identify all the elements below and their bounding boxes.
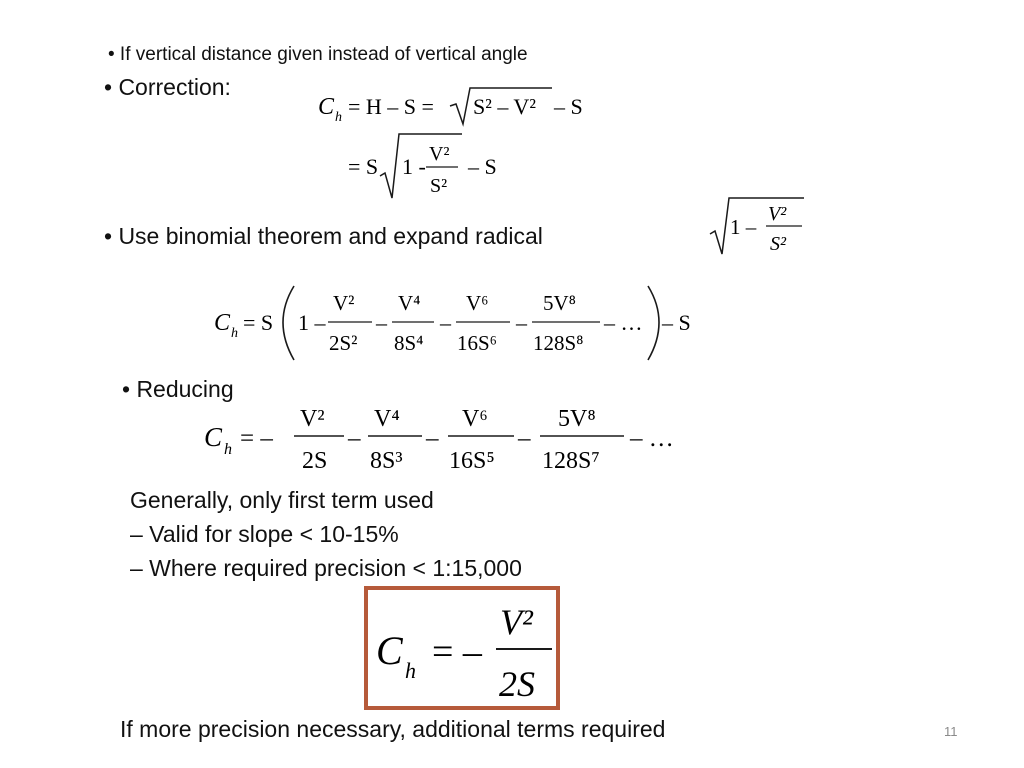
equation-radical [708,194,808,258]
exp-eq: = S [243,310,274,335]
exp-lhs: C [214,310,231,336]
bullet-reducing: • Reducing [122,376,234,402]
exp-t2-num: V⁴ [398,291,421,315]
eq1-tail: – S [554,94,583,119]
exp-t2-den: 8S⁴ [394,331,424,355]
equation-reduced [202,398,692,480]
eq2-den: S² [430,175,448,197]
footer-note: If more precision necessary, additional terms required [120,716,666,742]
exp-t1-den: 2S² [329,331,358,355]
equation-expansion [212,280,702,366]
red-t4-num: 5V⁸ [558,406,596,432]
eq1-sub: h [335,110,342,125]
eq2-tail: – S [468,154,497,179]
exp-paren-right [648,286,659,360]
equation-correction [316,84,596,128]
radical-den: S² [770,233,786,255]
exp-sub: h [231,326,238,341]
radical-num: V² [768,203,787,225]
eq1-rest: = H – S = [348,94,434,119]
exp-t3-den: 16S⁶ [457,331,498,355]
eq2-num: V² [429,143,450,165]
eq1-lhs: C [318,94,335,120]
red-t3-den: 16S⁵ [449,448,495,474]
red-sub: h [224,441,232,458]
exp-tail: – S [662,310,691,335]
bullet-correction: • Correction: [104,74,231,100]
exp-one: 1 – [298,310,326,335]
eq2-one: 1 - [402,154,426,179]
exp-paren-left [283,286,294,360]
exp-minus-3: – [516,310,527,335]
final-lhs: C [376,628,403,673]
page-number: 11 [944,724,958,739]
exp-ellipsis: – … [604,310,643,335]
red-t4-den: 128S⁷ [542,448,600,474]
note-first-term: Generally, only first term used [130,487,434,513]
eq2-prefix: = S [348,154,379,179]
exp-t3-num: V⁶ [466,291,489,315]
equation-correction-step2 [346,130,516,202]
red-minus-1: – [348,425,361,452]
final-num: V² [500,602,533,642]
final-den: 2S [499,664,535,704]
note-valid-slope: – Valid for slope < 10-15% [130,521,399,547]
final-formula-box [364,586,560,710]
exp-t1-num: V² [333,291,355,315]
equation-final [372,594,552,704]
radical-one: 1 – [730,215,757,239]
red-t3-num: V⁶ [462,406,488,432]
red-minus-3: – [518,425,531,452]
bullet-binomial: • Use binomial theorem and expand radical [104,223,543,249]
red-t1-den: 2S [302,448,328,474]
red-t2-num: V⁴ [374,406,400,432]
note-precision: – Where required precision < 1:15,000 [130,555,522,581]
red-minus-2: – [426,425,439,452]
red-ellipsis: – … [630,425,674,452]
exp-minus-1: – [376,310,387,335]
exp-minus-2: – [440,310,451,335]
red-eq: = – [240,425,273,452]
exp-t4-den: 128S⁸ [533,331,584,355]
red-t1-num: V² [300,406,325,432]
exp-t4-num: 5V⁸ [543,291,576,315]
eq1-radicand: S² – V² [473,94,536,119]
red-lhs: C [204,422,223,452]
final-sub: h [405,658,416,683]
final-eq: = – [432,631,482,673]
red-t2-den: 8S³ [370,448,403,474]
bullet-vertical-distance: • If vertical distance given instead of vertical angle [108,44,528,65]
